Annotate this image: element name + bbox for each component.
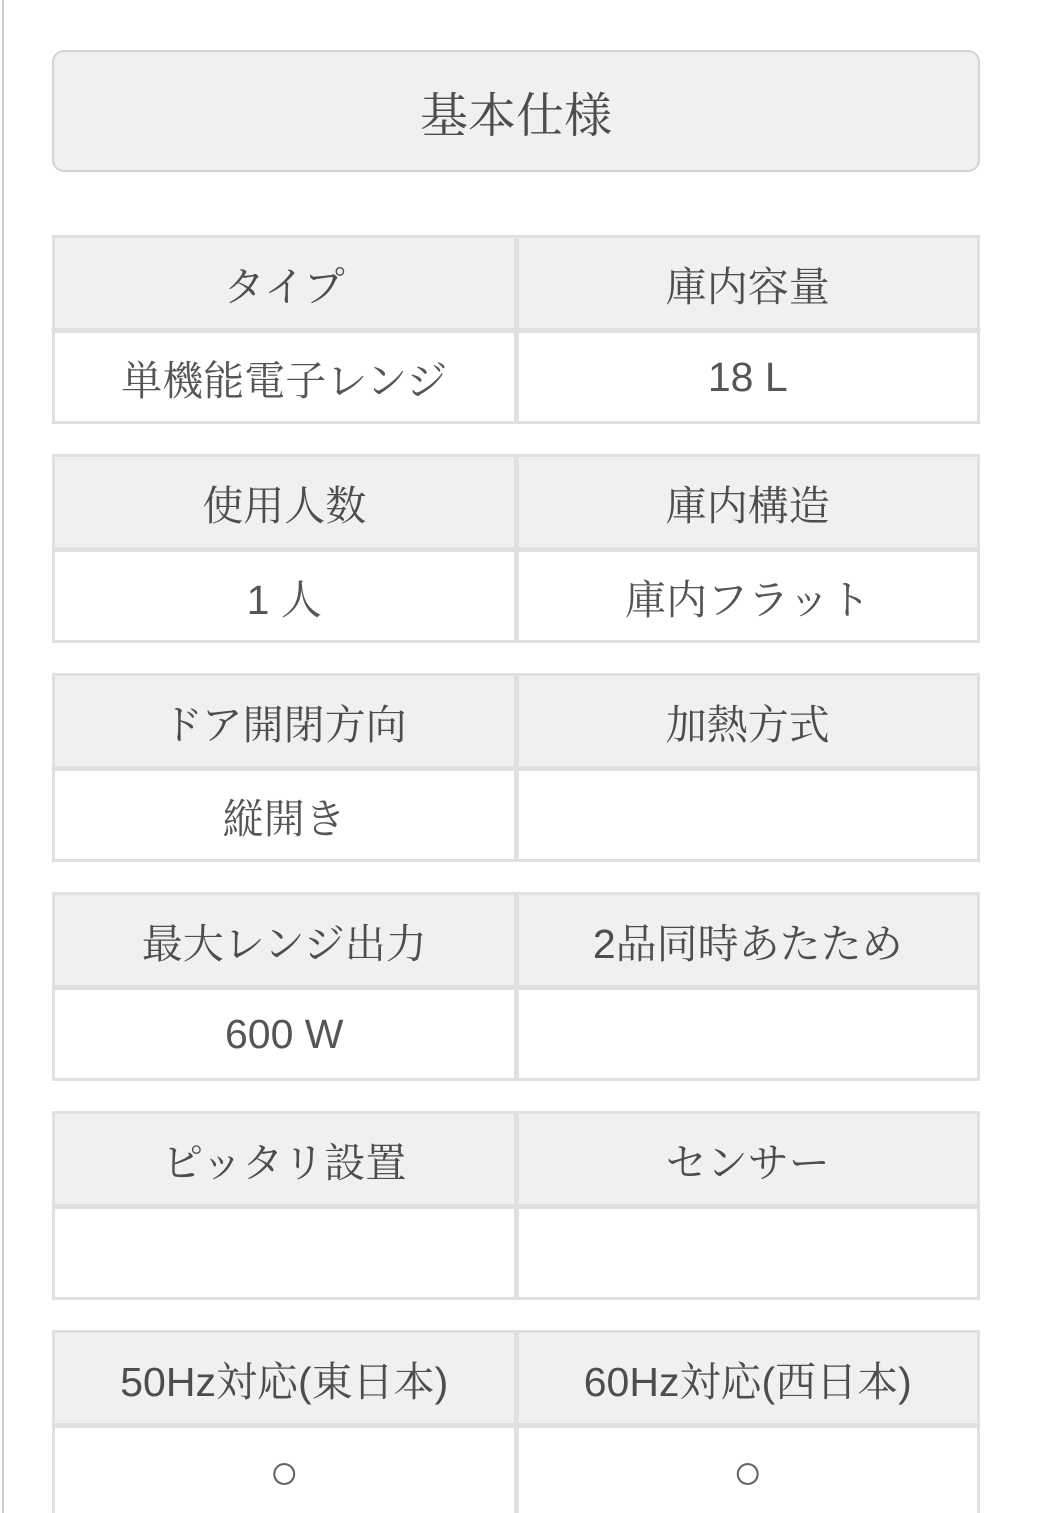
spec-header-structure: 庫内構造	[519, 457, 978, 547]
spec-header-door-direction: ドア開閉方向	[55, 676, 514, 766]
spec-header-max-output: 最大レンジ出力	[55, 895, 514, 985]
spec-value-flush-install	[55, 1209, 514, 1297]
spec-value-structure: 庫内フラット	[519, 552, 978, 640]
spec-header-60hz: 60Hz対応(西日本)	[519, 1333, 978, 1423]
section-header-basic-specs	[52, 50, 980, 172]
spec-value-60hz-circle-mark: ○	[519, 1428, 978, 1513]
section-title: 基本仕様	[419, 89, 612, 143]
spec-header-heating-method: 加熱方式	[519, 676, 978, 766]
spec-header-sensor: センサー	[519, 1114, 978, 1204]
spec-table-type-capacity	[52, 235, 980, 424]
spec-content	[52, 50, 980, 1513]
spec-value-type: 単機能電子レンジ	[55, 333, 514, 421]
left-edge-divider	[2, 0, 4, 1513]
spec-table-door-heating	[52, 673, 980, 862]
spec-table-install-sensor	[52, 1111, 980, 1300]
spec-header-flush-install: ピッタリ設置	[55, 1114, 514, 1204]
spec-header-50hz: 50Hz対応(東日本)	[55, 1333, 514, 1423]
spec-value-sensor	[519, 1209, 978, 1297]
spec-value-door-direction: 縦開き	[55, 771, 514, 859]
spec-header-two-item-heating: 2品同時あたため	[519, 895, 978, 985]
spec-value-heating-method	[519, 771, 978, 859]
spec-header-type: タイプ	[55, 238, 514, 328]
spec-value-max-output: 600 W	[55, 990, 514, 1078]
spec-table-frequency	[52, 1330, 980, 1513]
spec-value-50hz-circle-mark: ○	[55, 1428, 514, 1513]
spec-value-two-item-heating	[519, 990, 978, 1078]
spec-header-capacity: 庫内容量	[519, 238, 978, 328]
spec-value-users: 1 人	[55, 552, 514, 640]
spec-table-users-structure	[52, 454, 980, 643]
spec-table-output-twoitem	[52, 892, 980, 1081]
spec-value-capacity: 18 L	[519, 333, 978, 421]
spec-header-users: 使用人数	[55, 457, 514, 547]
